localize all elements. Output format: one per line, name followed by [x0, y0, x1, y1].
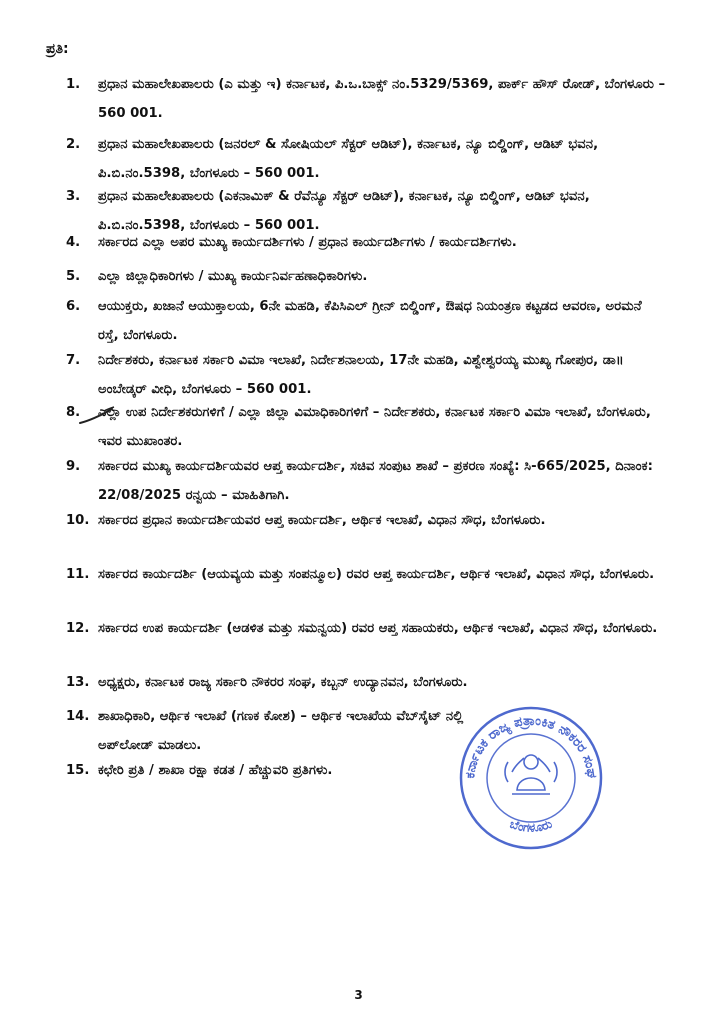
- copy-to-heading: ಪ್ರತಿ:: [46, 41, 69, 57]
- list-item: [66, 560, 666, 589]
- seal-emblem-icon: [505, 755, 557, 794]
- list-item: [66, 70, 666, 128]
- item-text: ಅಧ್ಯಕ್ಷರು, ಕರ್ನಾಟಕ ರಾಜ್ಯ ಸರ್ಕಾರಿ ನೌಕರರ ಸಂಘ, ಕಬ್ಬನ್ ಉದ್ಯಾನವನ, ಬೆಂಗಳೂರು.: [98, 675, 468, 690]
- item-text: ಸರ್ಕಾರದ ಉಪ ಕಾರ್ಯದರ್ಶಿ (ಆಡಳಿತ ಮತ್ತು ಸಮನ್ವಯ) ರವರ ಆಪ್ತ ಸಹಾಯಕರು, ಆರ್ಥಿಕ ಇಲಾಖೆ, ವಿಧಾನ ಸೌಧ, ಬೆಂಗಳೂರು.: [98, 621, 658, 636]
- item-number: 11.: [66, 567, 90, 582]
- item-text: ಕಛೇರಿ ಪ್ರತಿ / ಶಾಖಾ ರಕ್ಷಾ ಕಡತ / ಹೆಚ್ಚುವರಿ ಪ್ರತಿಗಳು.: [98, 763, 333, 778]
- item-text: ಪ್ರಧಾನ ಮಹಾಲೇಖಪಾಲರು (ಎ ಮತ್ತು ಇ) ಕರ್ನಾಟಕ, ಪಿ.ಒ.ಬಾಕ್ಸ್ ನಂ.5329/5369, ಪಾರ್ಕ್ ಹೌಸ್ ರೋಡ್, ಬೆಂಗಳೂರು – 560 001.: [98, 77, 666, 121]
- item-text: ಆಯುಕ್ತರು, ಖಜಾನೆ ಆಯುಕ್ತಾಲಯ, 6ನೇ ಮಹಡಿ, ಕೆಪಿಸಿಎಲ್ ಗ್ರೀನ್ ಬಿಲ್ಡಿಂಗ್, ಔಷಧ ನಿಯಂತ್ರಣ ಕಟ್ಟಡದ ಆವರಣ, ಅರಮನೆ ರಸ್ತೆ, ಬೆಂಗಳೂರು.: [98, 299, 642, 343]
- item-number: 3.: [66, 189, 81, 204]
- list-item: [66, 228, 666, 257]
- list-item: [66, 398, 666, 456]
- item-text: ಪ್ರಧಾನ ಮಹಾಲೇಖಪಾಲರು (ಎಕನಾಮಿಕ್ & ರೆವೆನ್ಯೂ ಸೆಕ್ಟರ್ ಆಡಿಟ್), ಕರ್ನಾಟಕ, ನ್ಯೂ ಬಿಲ್ಡಿಂಗ್, ಆಡಿಟ್ ಭವನ, ಪಿ.ಬಿ.ನಂ.5398, ಬೆಂಗಳೂರು – 560 001.: [98, 189, 590, 233]
- item-number: 8.: [66, 405, 81, 420]
- list-item: [66, 130, 666, 188]
- item-number: 10.: [66, 513, 90, 528]
- seal-text: ಕರ್ನಾಟಕ ರಾಜ್ಯ ಪತ್ರಾಂಕಿತ ನೌಕರರ ಸಂಘ: [463, 713, 600, 780]
- list-item: [66, 262, 666, 291]
- item-number: 4.: [66, 235, 81, 250]
- item-number: 6.: [66, 299, 81, 314]
- item-number: 5.: [66, 269, 81, 284]
- svg-text:ಬೆಂಗಳೂರು: [508, 817, 554, 835]
- item-number: 2.: [66, 137, 81, 152]
- item-text: ಸರ್ಕಾರದ ಕಾರ್ಯದರ್ಶಿ (ಆಯವ್ಯಯ ಮತ್ತು ಸಂಪನ್ಮೂಲ) ರವರ ಆಪ್ತ ಕಾರ್ಯದರ್ಶಿ, ಆರ್ಥಿಕ ಇಲಾಖೆ, ವಿಧಾನ ಸೌಧ, ಬೆಂಗಳೂರು.: [98, 567, 655, 582]
- item-text: ಎಲ್ಲಾ ಉಪ ನಿರ್ದೇಶಕರುಗಳಿಗೆ / ಎಲ್ಲಾ ಜಿಲ್ಲಾ ವಿಮಾಧಿಕಾರಿಗಳಿಗೆ – ನಿರ್ದೇಶಕರು, ಕರ್ನಾಟಕ ಸರ್ಕಾರಿ ವಿಮಾ ಇಲಾಖೆ, ಬೆಂಗಳೂರು, ಇವರ ಮುಖಾಂತರ.: [98, 405, 651, 449]
- seal-city: ಬೆಂಗಳೂರು: [508, 816, 554, 836]
- list-item: [66, 614, 666, 643]
- page-number: 3: [354, 988, 363, 1002]
- list-item: [66, 506, 666, 535]
- item-number: 9.: [66, 459, 81, 474]
- office-seal-stamp: [452, 702, 610, 850]
- item-number: 1.: [66, 77, 81, 92]
- item-number: 12.: [66, 621, 90, 636]
- list-item: [66, 292, 666, 350]
- item-text: ಶಾಖಾಧಿಕಾರಿ, ಆರ್ಥಿಕ ಇಲಾಖೆ (ಗಣಕ ಕೋಶ) – ಆರ್ಥಿಕ ಇಲಾಖೆಯ ವೆಬ್‌ಸೈಟ್ ನಲ್ಲಿ ಅಪ್‌ಲೋಡ್ ಮಾಡಲು.: [98, 709, 464, 753]
- list-item: [66, 668, 666, 697]
- item-text: ಪ್ರಧಾನ ಮಹಾಲೇಖಪಾಲರು (ಜನರಲ್ & ಸೋಷಿಯಲ್ ಸೆಕ್ಟರ್ ಆಡಿಟ್), ಕರ್ನಾಟಕ, ನ್ಯೂ ಬಿಲ್ಡಿಂಗ್, ಆಡಿಟ್ ಭವನ, ಪಿ.ಬಿ.ನಂ.5398, ಬೆಂಗಳೂರು – 560 001.: [98, 137, 599, 181]
- item-number: 14.: [66, 709, 90, 724]
- handwritten-check-mark: [78, 405, 118, 429]
- item-text: ಸರ್ಕಾರದ ಪ್ರಧಾನ ಕಾರ್ಯದರ್ಶಿಯವರ ಆಪ್ತ ಕಾರ್ಯದರ್ಶಿ, ಆರ್ಥಿಕ ಇಲಾಖೆ, ವಿಧಾನ ಸೌಧ, ಬೆಂಗಳೂರು.: [98, 513, 546, 528]
- list-item: [66, 452, 666, 510]
- item-text: ನಿರ್ದೇಶಕರು, ಕರ್ನಾಟಕ ಸರ್ಕಾರಿ ವಿಮಾ ಇಲಾಖೆ, ನಿರ್ದೇಶನಾಲಯ, 17ನೇ ಮಹಡಿ, ವಿಶ್ವೇಶ್ವರಯ್ಯ ಮುಖ್ಯ ಗೋಪುರ, ಡಾ॥ ಅಂಬೇಡ್ಕರ್ ವೀಧಿ, ಬೆಂಗಳೂರು – 560 001.: [98, 353, 624, 397]
- item-number: 7.: [66, 353, 81, 368]
- item-number: 15.: [66, 763, 90, 778]
- item-text: ಸರ್ಕಾರದ ಮುಖ್ಯ ಕಾರ್ಯದರ್ಶಿಯವರ ಆಪ್ತ ಕಾರ್ಯದರ್ಶಿ, ಸಚಿವ ಸಂಪುಟ ಶಾಖೆ – ಪ್ರಕರಣ ಸಂಖ್ಯೆ: ಸಿ-665/2025, ದಿನಾಂಕ: 22/08/2025 ರನ್ವಯ – ಮಾಹಿತಿಗಾಗಿ.: [98, 459, 653, 503]
- item-text: ಎಲ್ಲಾ ಜಿಲ್ಲಾಧಿಕಾರಿಗಳು / ಮುಖ್ಯ ಕಾರ್ಯನಿರ್ವಹಣಾಧಿಕಾರಿಗಳು.: [98, 269, 368, 284]
- list-item: [66, 346, 666, 404]
- item-number: 13.: [66, 675, 90, 690]
- item-text: ಸರ್ಕಾರದ ಎಲ್ಲಾ ಅಪರ ಮುಖ್ಯ ಕಾರ್ಯದರ್ಶಿಗಳು / ಪ್ರಧಾನ ಕಾರ್ಯದರ್ಶಿಗಳು / ಕಾರ್ಯದರ್ಶಿಗಳು.: [98, 235, 517, 250]
